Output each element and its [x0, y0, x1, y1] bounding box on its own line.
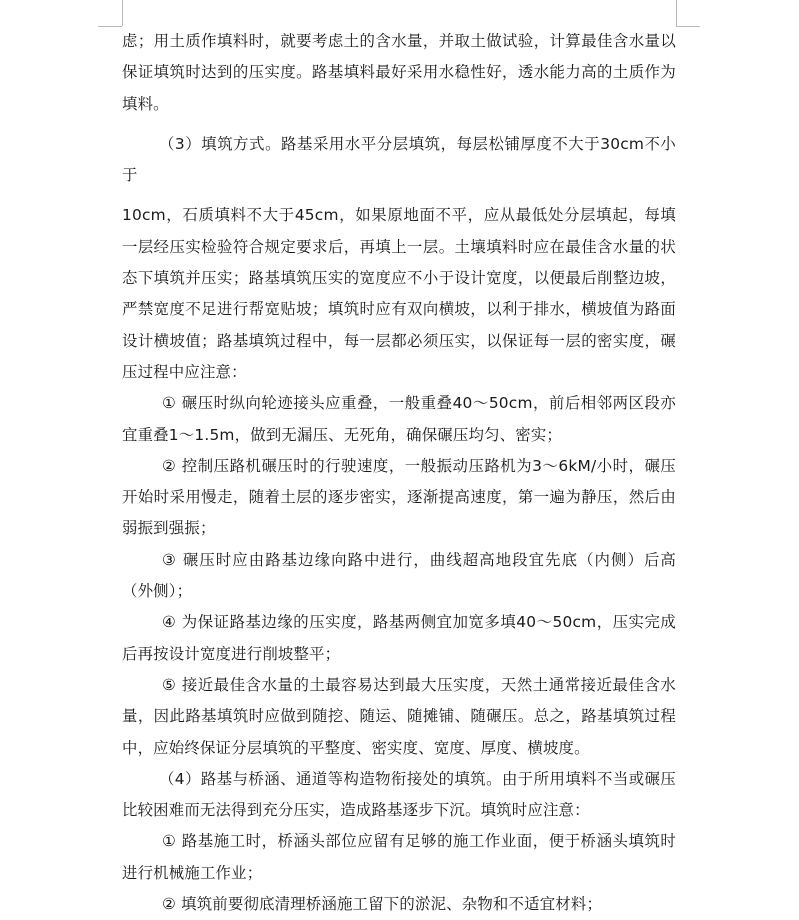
paragraph-compaction-item-2: ② 控制压路机碾压时的行驶速度，一般振动压路机为3～6kM/小时，碾压开始时采用慢走，随着土层的逐步密实，逐渐提高速度，第一遍为静压，然后由弱振到强振； — [122, 456, 676, 538]
paragraph-filling-method-heading: （3）填筑方式。路基采用水平分层填筑，每层松铺厚度不大于30cm不小于 — [122, 134, 676, 185]
paragraph-filling-method-body: 10cm，石质填料不大于45cm，如果原地面不平，应从最低处分层填起，每填一层经压实检验符合规定要求后，再填上一层。土壤填料时应在最佳含水量的状态下填筑并压实；路基填筑压实的宽度应不小于设计宽度，以便最后削整边坡，严禁宽度不足进行帮宽贴坡；填筑时应有双向横坡，以利于排水，横坡值为路面设计横坡值；路基填筑过程中，每一层都必须压实，以保证每一层的密实度，碾压过程中应注意： — [122, 206, 676, 381]
paragraph-compaction-item-5: ⑤ 接近最佳含水量的土最容易达到最大压实度，天然土通常接近最佳含水量，因此路基填筑时应做到随挖、随运、随摊铺、随碾压。总之，路基填筑过程中，应始终保证分层填筑的平整度、密实度、宽度、厚度、横坡度。 — [122, 675, 676, 757]
paragraph-structure-junction-heading: （4）路基与桥涵、通道等构造物衔接处的填筑。由于所用填料不当或碾压比较困难而无法得到充分压实，造成路基逐步下沉。填筑时应注意： — [122, 769, 676, 820]
page-corner-mark-top-left-h — [98, 26, 122, 27]
paragraph-junction-item-2: ② 填筑前要彻底清理桥涵施工留下的淤泥、杂物和不适宜材料； — [162, 895, 603, 914]
paragraph-fill-consideration: 虑；用土质作填料时，就要考虑土的含水量，并取土做试验，计算最佳含水量以保证填筑时达到的压实度。路基填料最好采用水稳性好，透水能力高的土质作为填料。 — [122, 32, 676, 113]
document-page-body[interactable] — [122, 26, 676, 920]
page-corner-mark-top-right — [676, 0, 677, 26]
paragraph-compaction-item-4: ④ 为保证路基边缘的压实度，路基两侧宜加宽多填40～50cm，压实完成后再按设计宽度进行削坡整平； — [122, 613, 676, 663]
paragraph-compaction-item-1: ① 碾压时纵向轮迹接头应重叠，一般重叠40～50cm，前后相邻两区段亦宜重叠1～1.5m，做到无漏压、无死角，确保碾压均匀、密实； — [122, 394, 676, 444]
paragraph-compaction-item-3: ③ 碾压时应由路基边缘向路中进行，曲线超高地段宜先底（内侧）后高（外侧）； — [122, 550, 676, 601]
page-corner-mark-top-left — [122, 0, 123, 26]
page-corner-mark-top-right-h — [676, 26, 700, 27]
paragraph-junction-item-1: ① 路基施工时，桥涵头部位应留有足够的施工作业面，便于桥涵头填筑时进行机械施工作业； — [122, 832, 676, 882]
